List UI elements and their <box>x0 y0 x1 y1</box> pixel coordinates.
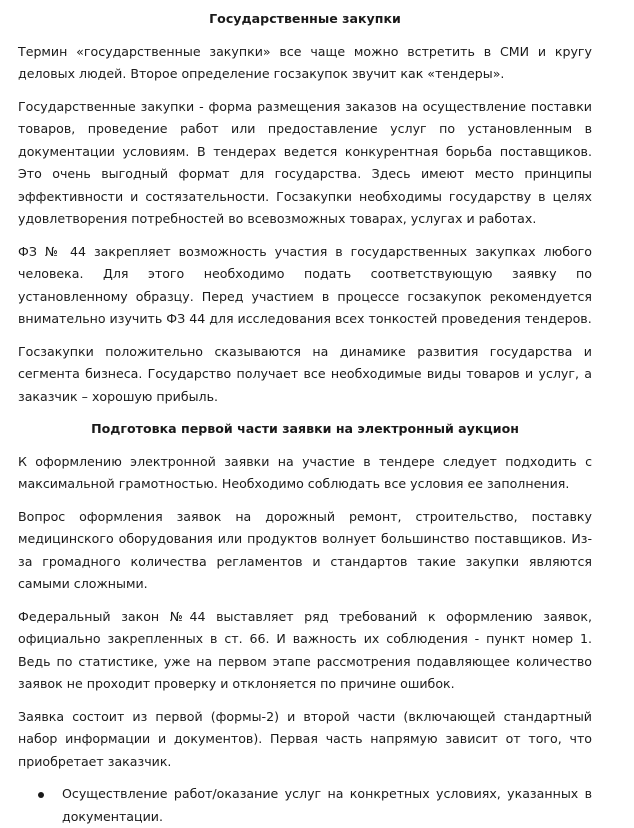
paragraph: ФЗ № 44 закрепляет возможность участия в государственных закупках любого человека. Для этого необходимо подать соответствующую заявку по установленному образцу. Перед участием в процессе госзакупок рекомендуется внимательно изучить ФЗ 44 для исследования всех тонкостей проведения тендеров. <box>18 243 592 326</box>
bullet-list <box>18 783 592 828</box>
bullet-icon <box>38 792 44 798</box>
paragraph: Вопрос оформления заявок на дорожный ремонт, строительство, поставку медицинского оборудования или продуктов волнует большинство поставщиков. Из-за громадного количества регламентов и стандартов такие закупки являются самыми сложными. <box>18 508 592 591</box>
paragraph: Федеральный закон №44 выставляет ряд требований к оформлению заявок, официально закрепленных в ст. 66. И важность их соблюдения - пункт номер 1. Ведь по статистике, уже на первом этапе рассмотрения подавляющее количество заявок не проходит проверку и отклоняется по причине ошибок. <box>18 608 592 691</box>
paragraph: Термин «государственные закупки» все чаще можно встретить в СМИ и кругу деловых людей. Второе определение госзакупок звучит как «тендеры». <box>18 43 592 81</box>
paragraph: Заявка состоит из первой (формы-2) и второй части (включающей стандартный набор информации и документов). Первая часть напрямую зависит от того, что приобретает заказчик. <box>18 708 592 769</box>
paragraph: Госзакупки положительно сказываются на динамике развития государства и сегмента бизнеса. Государство получает все необходимые виды товаров и услуг, а заказчик – хорошую прибыль. <box>18 343 592 404</box>
list-item <box>18 783 592 828</box>
page-title: Государственные закупки <box>209 11 401 26</box>
section-heading: Подготовка первой части заявки на электронный аукцион <box>91 421 519 436</box>
document-page <box>18 8 592 828</box>
paragraph: К оформлению электронной заявки на участие в тендере следует подходить с максимальной грамотностью. Необходимо соблюдать все условия ее заполнения. <box>18 453 592 491</box>
list-item-text: Осуществление работ/оказание услуг на конкретных условиях, указанных в документации. <box>62 786 592 824</box>
paragraph: Государственные закупки - форма размещения заказов на осуществление поставки товаров, проведение работ или предоставление услуг по установленным в документации условиям. В тендерах ведется конкурентная борьба поставщиков. Это очень выгодный формат для государства. Здесь имеют место принципы эффективности и состязательности. Госзакупки необходимы государству в целях удовлетворения потребностей во всевозможных товарах, услугах и работах. <box>18 98 592 226</box>
